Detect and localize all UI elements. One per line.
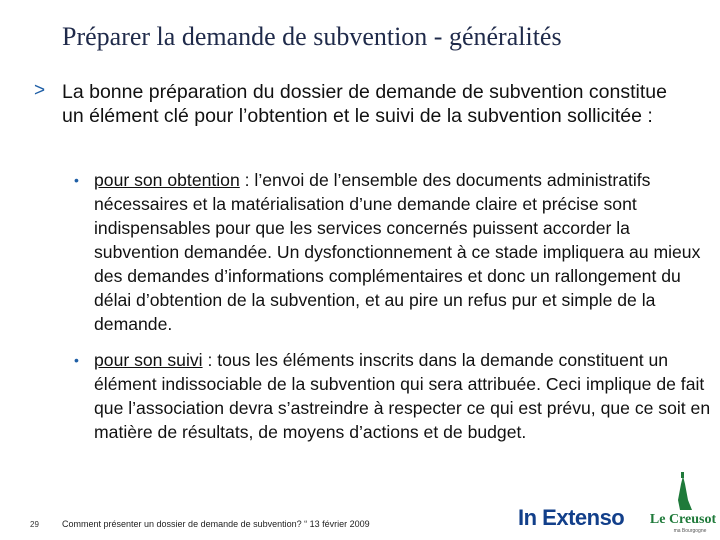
intro-text: La bonne préparation du dossier de demande de subvention constitue un élément clé pour l’obtention et le suivi de la subvention sollicitée : — [62, 81, 667, 127]
dot-bullet-icon: • — [74, 352, 79, 368]
bullet-label: pour son obtention — [94, 170, 240, 190]
page-number: 29 — [30, 520, 39, 529]
bullet-body: : tous les éléments inscrits dans la demande constituent un élément indissociable de la subvention qui sera attribuée. Ceci implique de fait que l’association devra s’astreindre à respecter ce qui est prévu, que ce soit en matière de résultats, de moyens d’actions et de budget. — [94, 350, 711, 442]
bullet-item-obtention — [74, 168, 714, 336]
slide-title: Préparer la demande de subvention - généralités — [62, 22, 562, 51]
bullet-text — [94, 168, 714, 336]
intro-paragraph — [34, 80, 694, 128]
creusot-logo-subtext: ma Bourgogne — [673, 528, 707, 534]
bullet-label: pour son suivi — [94, 350, 203, 370]
dot-bullet-icon: • — [74, 172, 79, 188]
bullet-body: : l’envoi de l’ensemble des documents administratifs nécessaires et la matérialisation d’une demande claire et précise sont indispensables pour que les services concernés puissent accorder la subvention demandée. Un dysfonctionnement à ce stade impliquera au mieux des demandes d’informations complémentaires et donc un rallongement du délai d’obtention de la subvention, et au pire un refus pur et simple de la demande. — [94, 170, 701, 334]
chevron-bullet-icon: > — [34, 80, 46, 101]
creusot-logo-text: Le Creusot — [650, 512, 716, 527]
inextenso-logo: In Extenso — [518, 505, 625, 530]
footer-caption: Comment présenter un dossier de demande de subvention? “ 13 février 2009 — [62, 519, 370, 529]
le-creusot-logo — [650, 470, 716, 534]
bullet-list — [74, 168, 714, 456]
creusot-tower-icon — [650, 470, 716, 534]
bullet-item-suivi — [74, 348, 714, 444]
bullet-text — [94, 348, 714, 444]
